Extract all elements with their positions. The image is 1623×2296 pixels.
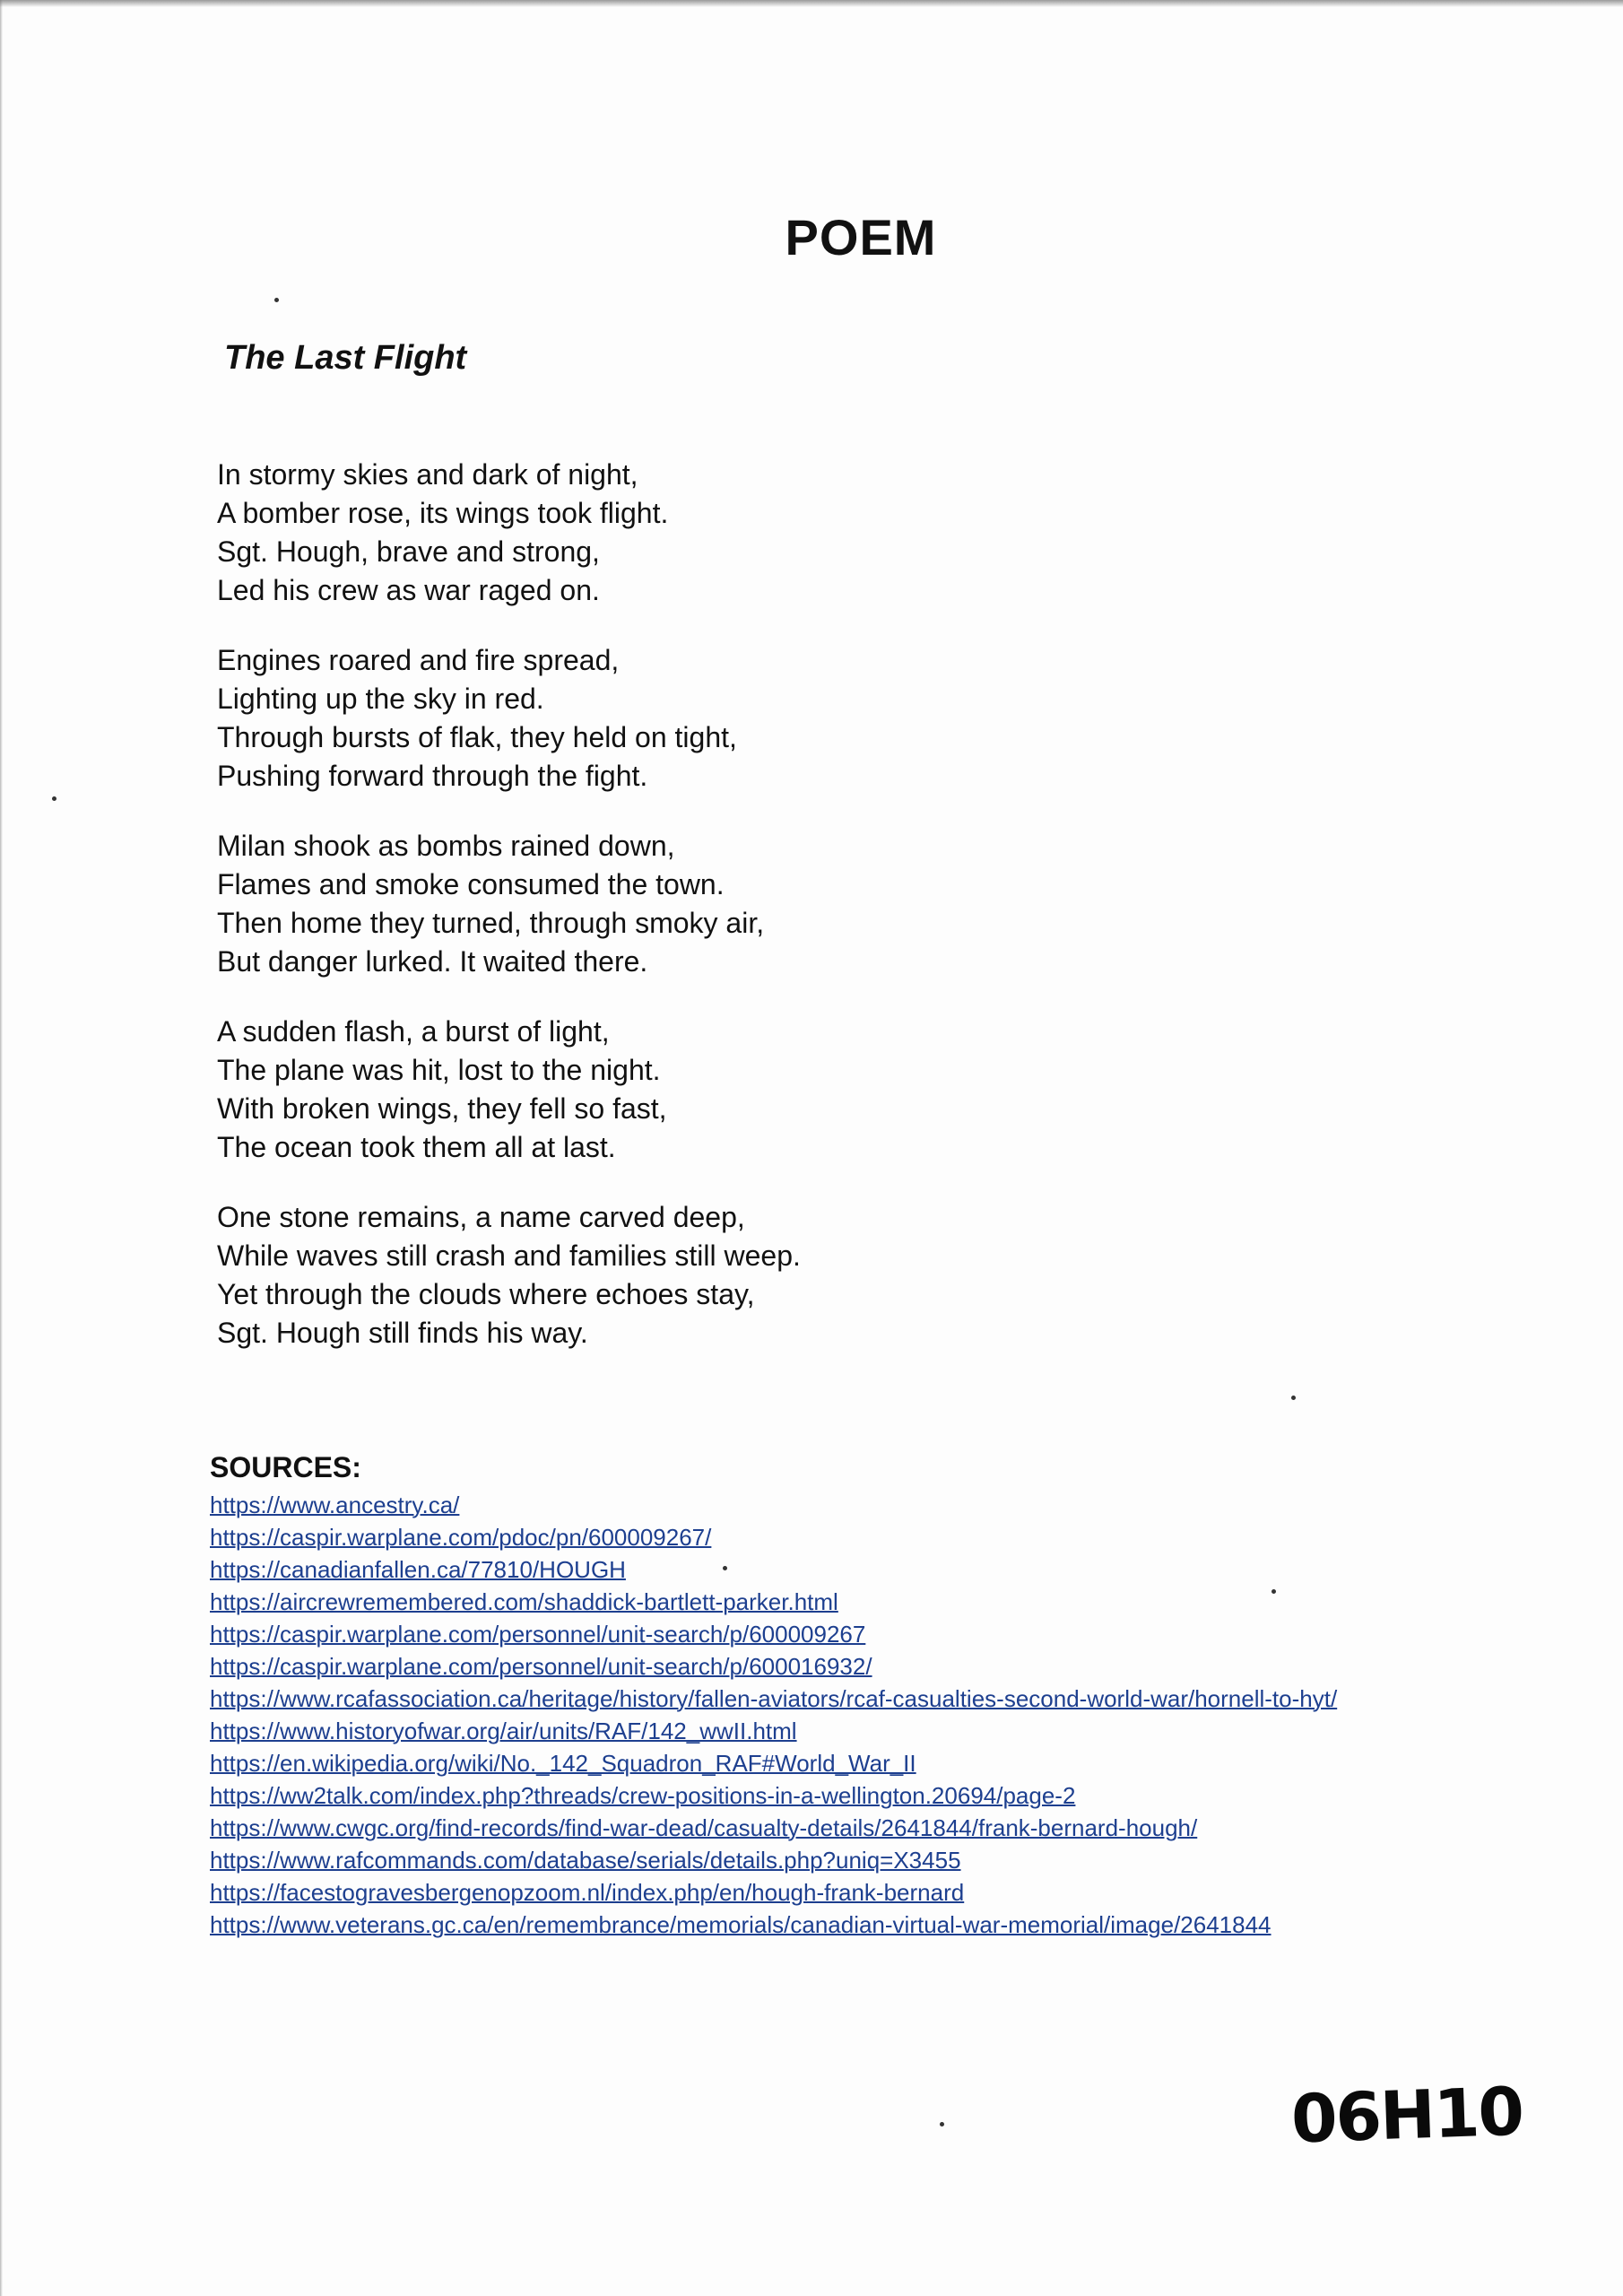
poem-line: The plane was hit, lost to the night. [217, 1054, 661, 1086]
poem-stanza [217, 1198, 1114, 1352]
source-item [210, 1489, 1573, 1521]
source-item [210, 1618, 1573, 1650]
poem-line: A bomber rose, its wings took flight. [217, 497, 669, 529]
poem-line: With broken wings, they fell so fast, [217, 1092, 667, 1125]
source-item [210, 1876, 1573, 1909]
source-link[interactable]: https://www.rafcommands.com/database/serials/details.php?uniq=X3455 [210, 1847, 961, 1874]
scan-speck [940, 2122, 944, 2126]
scan-top-edge [0, 0, 1623, 7]
source-link[interactable]: https://www.rcafassociation.ca/heritage/history/fallen-aviators/rcaf-casualties-second-world-war/hornell-to-hyt/ [210, 1685, 1338, 1712]
source-link[interactable]: https://www.cwgc.org/find-records/find-war-dead/casualty-details/2641844/frank-bernard-hough/ [210, 1814, 1198, 1841]
scan-speck [1291, 1396, 1296, 1400]
source-link[interactable]: https://facestogravesbergenopzoom.nl/index.php/en/hough-frank-bernard [210, 1879, 965, 1906]
poem-line: The ocean took them all at last. [217, 1131, 616, 1163]
source-link[interactable]: https://www.ancestry.ca/ [210, 1492, 460, 1518]
source-item [210, 1715, 1573, 1747]
source-item [210, 1779, 1573, 1812]
sources-heading: SOURCES: [210, 1451, 361, 1483]
poem-line: Then home they turned, through smoky air, [217, 907, 765, 939]
poem-line: While waves still crash and families still weep. [217, 1239, 801, 1272]
poem-line: Milan shook as bombs rained down, [217, 830, 675, 862]
scan-speck [723, 1566, 727, 1570]
source-list [210, 1489, 1573, 1941]
sources-section [210, 1449, 1573, 1941]
source-link[interactable]: https://ww2talk.com/index.php?threads/crew-positions-in-a-wellington.20694/page-2 [210, 1782, 1076, 1809]
source-link[interactable]: https://aircrewremembered.com/shaddick-bartlett-parker.html [210, 1588, 838, 1615]
poem-line: In stormy skies and dark of night, [217, 458, 638, 491]
source-item [210, 1586, 1573, 1618]
scan-speck [1271, 1589, 1276, 1594]
poem-line: Pushing forward through the fight. [217, 760, 648, 792]
source-link[interactable]: https://www.veterans.gc.ca/en/remembrance/memorials/canadian-virtual-war-memorial/image/2641844 [210, 1911, 1271, 1938]
source-link[interactable]: https://en.wikipedia.org/wiki/No._142_Squadron_RAF#World_War_II [210, 1750, 916, 1777]
source-link[interactable]: https://www.historyofwar.org/air/units/RAF/142_wwII.html [210, 1718, 797, 1744]
poem-stanza [217, 641, 1114, 796]
poem-line: Sgt. Hough still finds his way. [217, 1317, 588, 1349]
source-item [210, 1844, 1573, 1876]
source-item [210, 1812, 1573, 1844]
source-item [210, 1683, 1573, 1715]
poem-line: Engines roared and fire spread, [217, 644, 620, 676]
source-item [210, 1521, 1573, 1553]
poem-line: Sgt. Hough, brave and strong, [217, 535, 600, 568]
poem-line: A sudden flash, a burst of light, [217, 1015, 610, 1048]
scan-left-edge [0, 0, 3, 2296]
poem-line: But danger lurked. It waited there. [217, 945, 648, 978]
poem-line: Through bursts of flak, they held on tight, [217, 721, 737, 753]
poem-stanza [217, 1013, 1114, 1167]
source-link[interactable]: https://caspir.warplane.com/personnel/unit-search/p/600016932/ [210, 1653, 872, 1680]
source-item [210, 1909, 1573, 1941]
scan-speck [274, 298, 279, 302]
poem-stanza [217, 827, 1114, 981]
handwritten-code: 06H10 [1289, 2073, 1524, 2159]
poem-line: One stone remains, a name carved deep, [217, 1201, 745, 1233]
source-link[interactable]: https://canadianfallen.ca/77810/HOUGH [210, 1556, 626, 1583]
poem-line: Lighting up the sky in red. [217, 683, 544, 715]
page-heading: POEM [785, 209, 937, 265]
poem-body [217, 456, 1114, 1384]
scan-speck [52, 796, 56, 801]
source-link[interactable]: https://caspir.warplane.com/personnel/unit-search/p/600009267 [210, 1621, 866, 1648]
poem-line: Led his crew as war raged on. [217, 574, 600, 606]
source-item [210, 1650, 1573, 1683]
source-item [210, 1553, 1573, 1586]
source-item [210, 1747, 1573, 1779]
poem-stanza [217, 456, 1114, 610]
poem-line: Yet through the clouds where echoes stay, [217, 1278, 755, 1310]
poem-line: Flames and smoke consumed the town. [217, 868, 725, 900]
source-link[interactable]: https://caspir.warplane.com/pdoc/pn/600009267/ [210, 1524, 712, 1551]
poem-title: The Last Flight [224, 339, 467, 377]
